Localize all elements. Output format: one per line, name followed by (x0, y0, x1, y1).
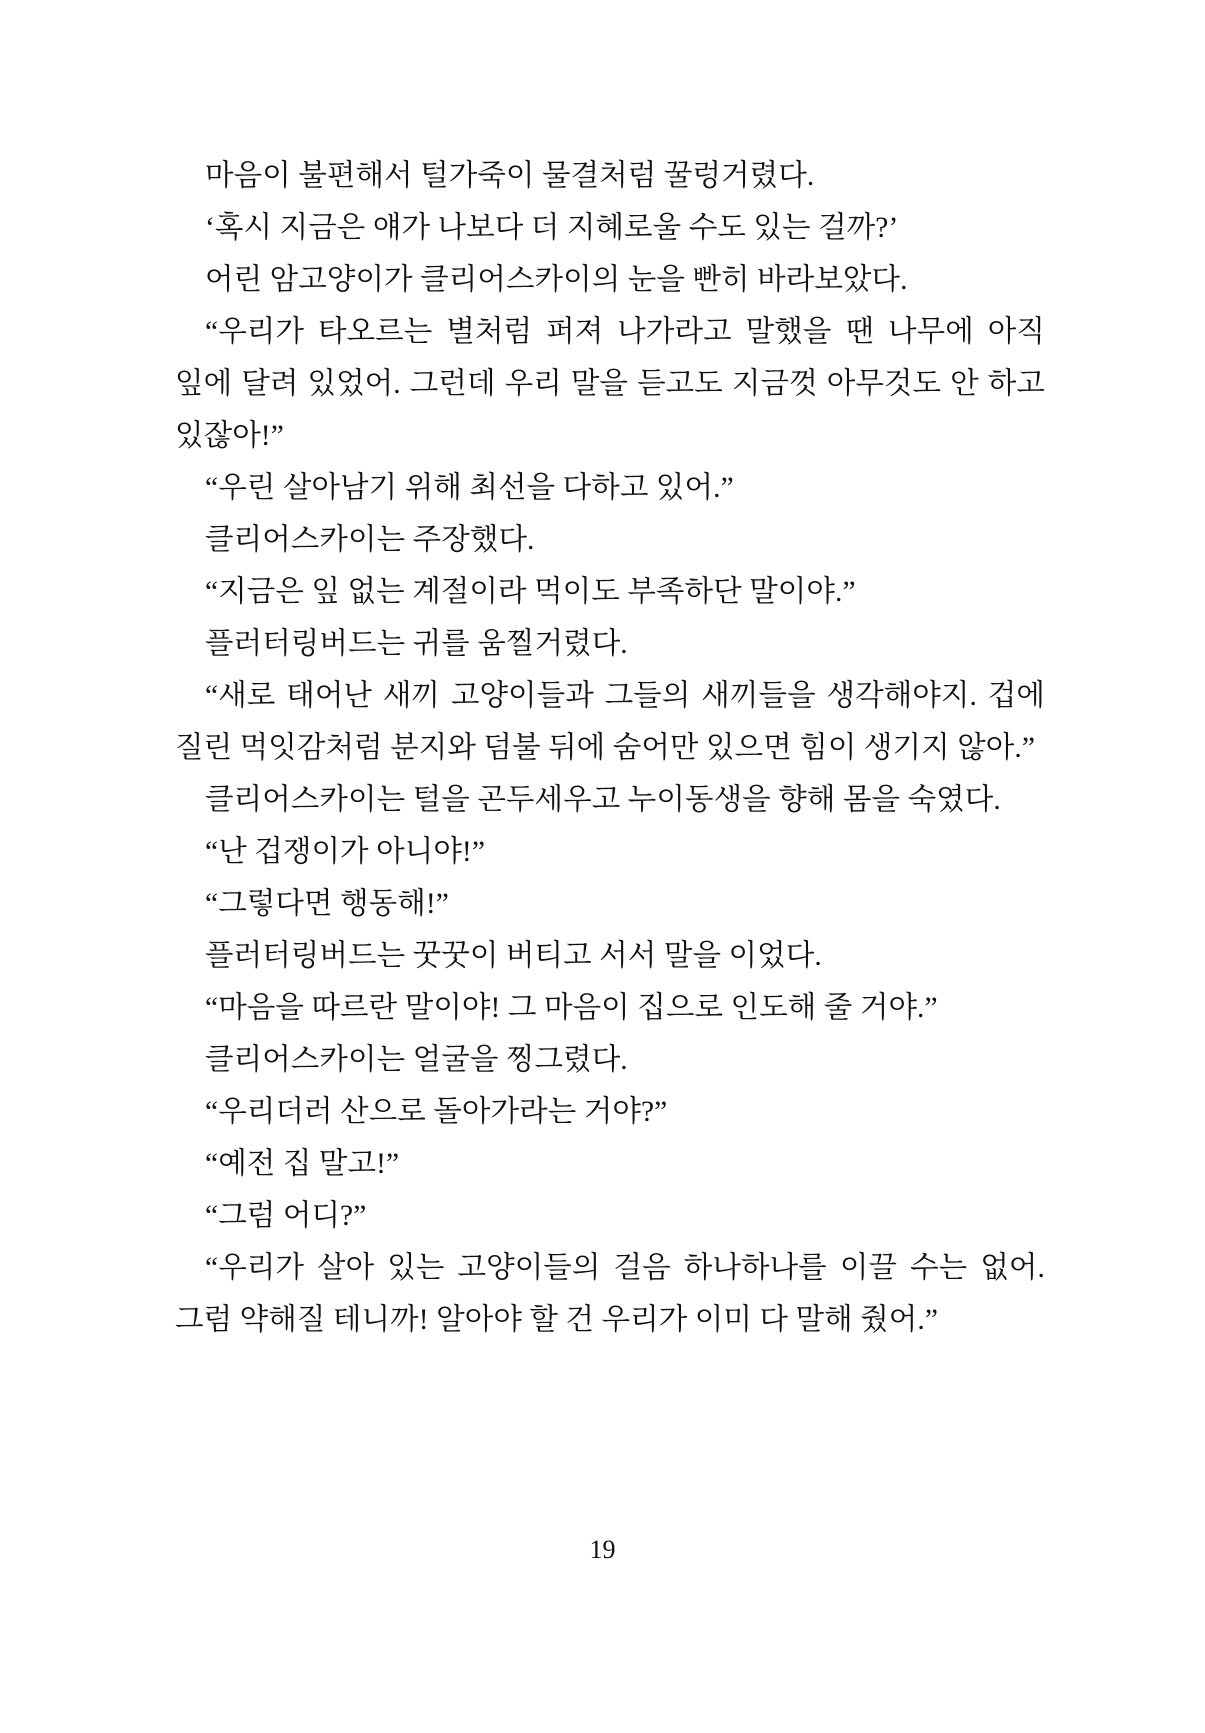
paragraph: “새로 태어난 새끼 고양이들과 그들의 새끼들을 생각해야지. 겁에 질린 먹잇감처럼 분지와 덤불 뒤에 숨어만 있으면 힘이 생기지 않아.” (175, 680, 1045, 764)
paragraph: 플러터링버드는 귀를 움찔거렸다. (205, 628, 628, 660)
paragraph: “우리가 살아 있는 고양이들의 걸음 하나하나를 이끌 수는 없어. 그럼 약해질 테니까! 알아야 할 건 우리가 이미 다 말해 줬어.” (175, 1252, 1045, 1336)
paragraph: 클리어스카이는 얼굴을 찡그렸다. (205, 1044, 628, 1076)
paragraph: “지금은 잎 없는 계절이라 먹이도 부족하단 말이야.” (205, 576, 856, 608)
paragraph: “그렇다면 행동해!” (205, 888, 449, 920)
paragraph: 마음이 불편해서 털가죽이 물결처럼 꿀렁거렸다. (205, 160, 815, 192)
page-body (175, 150, 1045, 1346)
paragraph: “우리더러 산으로 돌아가라는 거야?” (205, 1096, 668, 1128)
paragraph: 클리어스카이는 주장했다. (205, 524, 535, 556)
paragraph: 클리어스카이는 털을 곤두세우고 누이동생을 향해 몸을 숙였다. (205, 784, 1001, 816)
paragraph: “우리가 타오르는 별처럼 퍼져 나가라고 말했을 땐 나무에 아직 잎에 달려 있었어. 그런데 우리 말을 듣고도 지금껏 아무것도 안 하고 있잖아!” (175, 316, 1045, 452)
paragraph: 플러터링버드는 꿋꿋이 버티고 서서 말을 이었다. (205, 940, 822, 972)
paragraph: 어린 암고양이가 클리어스카이의 눈을 빤히 바라보았다. (205, 264, 908, 296)
paragraph: “그럼 어디?” (205, 1200, 367, 1232)
paragraph: “우린 살아남기 위해 최선을 다하고 있어.” (205, 472, 734, 504)
page-number: 19 (589, 1535, 616, 1564)
paragraph: “난 겁쟁이가 아니야!” (205, 836, 486, 868)
paragraph: “마음을 따르란 말이야! 그 마음이 집으로 인도해 줄 거야.” (205, 992, 938, 1024)
paragraph: “예전 집 말고!” (205, 1148, 400, 1180)
paragraph: ‘혹시 지금은 얘가 나보다 더 지혜로울 수도 있는 걸까?’ (205, 212, 899, 244)
